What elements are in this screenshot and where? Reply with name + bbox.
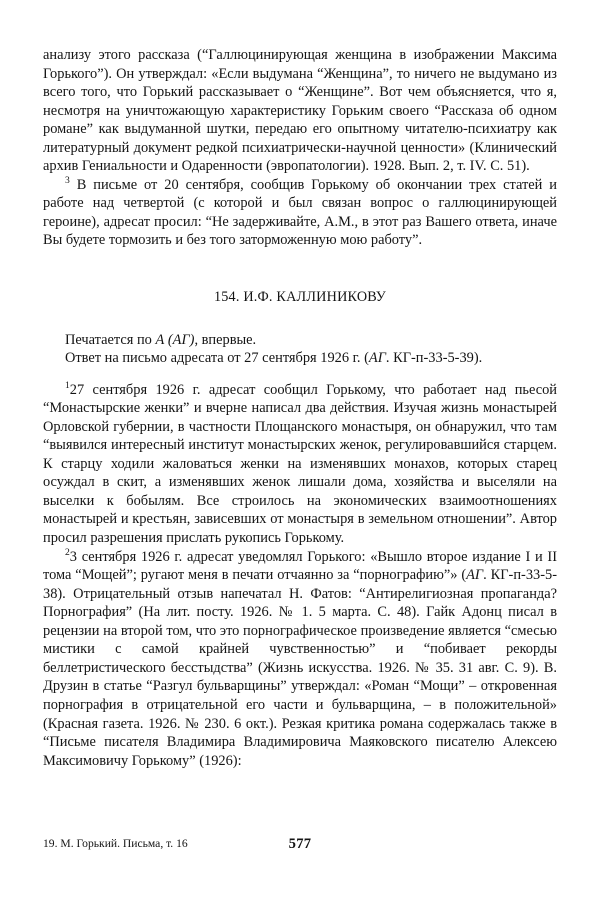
spacer-before-heading	[43, 250, 557, 288]
footnote-2-reference: АГ	[466, 567, 484, 584]
footnote-marker-3: 3	[65, 175, 70, 187]
footnote-2-text-part2: . КГ-п-33-5-38). Отрицательный отзыв напечатал Н. Фатов: “Антирелигиозная пропаганда? Порнография” (На лит. посту. 1926. № 1. 5 марта. С. 48). Гайк Адонц писал в рецензии на второй том, что это порнографическое произведение является “смесью мистики с самой крайней чувственностью” и “побивает рекорды беллетристического бесстыдства” (Жизнь искусства. 1926. № 35. 31 авг. С. 9). В. Друзин в статье “Разгул бульварщины” утверждал: «Роман “Мощи” – откровенная порнография в отрицательной его части и бульварщина, – в положительной» (Красная газета. 1926. № 230. 6 окт.). Резкая критика романа содержалась также в “Письме писателя Владимира Владимировича Маяковского писателю Алексею Максимовичу Горькому” (1926):	[43, 567, 557, 769]
page-number: 577	[288, 836, 312, 852]
page-text-block	[43, 46, 557, 770]
paragraph-continued: анализу этого рассказа (“Галлюцинирующая женщина в изображении Максима Горького”). Он утверждал: «Если выдумана “Женщина”, то ничего не выдумано из всего того, что Горький рассказывает о “Женщине”. Вот чем объясняется, что я, несмотря на уничтожающую характеристику Горьким своего “Рассказа об одном романе” как выдуманной шутки, передаю его опытному читателю-психиатру как литературный документ редкой психиатрически-научной ценности» (Клинический архив Гениальности и Одаренности (эвропатологии). 1928. Вып. 2, т. IV. С. 51).	[43, 47, 557, 175]
source-line	[43, 331, 557, 350]
footnote-1	[43, 381, 557, 548]
reply-line-suffix: . КГ-п-33-5-39).	[385, 350, 483, 367]
spacer-before-notes	[43, 368, 557, 381]
reply-line-prefix: Ответ на письмо адресата от 27 сентября 1926 г. (	[65, 350, 369, 367]
reply-line	[43, 349, 557, 368]
footnote-marker-1: 1	[65, 379, 70, 391]
footer-imprint: 19. М. Горький. Письма, т. 16	[43, 837, 188, 850]
reply-line-reference: АГ	[368, 350, 386, 367]
source-line-suffix: , впервые.	[194, 331, 257, 348]
source-line-prefix: Печатается по	[65, 331, 156, 348]
footnote-2	[43, 548, 557, 771]
letter-heading: 154. И.Ф. КАЛЛИНИКОВУ	[213, 289, 387, 306]
footnote-2-text-part1: 3 сентября 1926 г. адресат уведомлял Горького: «Вышло второе издание I и II тома “Мощей”; ругают меня в печати отчаянно за “порнографию”» (	[43, 548, 557, 584]
source-line-reference: А (АГ)	[155, 331, 195, 348]
footnote-3-text: В письме от 20 сентября, сообщив Горькому об окончании трех статей и работе над четвертой (с которой и был связан вопрос о галлюцинирующей героине), адресат просил: “Не задерживайте, А.М., в этот раз Вашего ответа, иначе Вы будете тормозить и без того заторможенную мою работу”.	[43, 176, 557, 249]
footnote-1-text: 27 сентября 1926 г. адресат сообщил Горькому, что работает над пьесой “Монастырские женки” и вчерне написал два действия. Изучая жизнь монастырей Орловской губернии, в частности Площанского монастыря, он обнаружил, что там “выявился интересный институт монастырских женок, регулировавшийся старцем. К старцу ходили жаловаться женки на изменявших монахов, которых старец осуждал в скит, а изменявших женок лишали дома, хозяйства и выселяли на выселки к бобылям. Все строилось на экономических взаимоотношениях монастырей и крестьян, зависевших от монастыря в земельном отношении”. Автор просил разрешения прислать рукопись Горькому.	[43, 381, 557, 547]
spacer-after-heading	[43, 307, 557, 331]
footnote-marker-2: 2	[65, 546, 70, 558]
footnote-3	[43, 176, 557, 250]
page-footer	[43, 836, 557, 856]
